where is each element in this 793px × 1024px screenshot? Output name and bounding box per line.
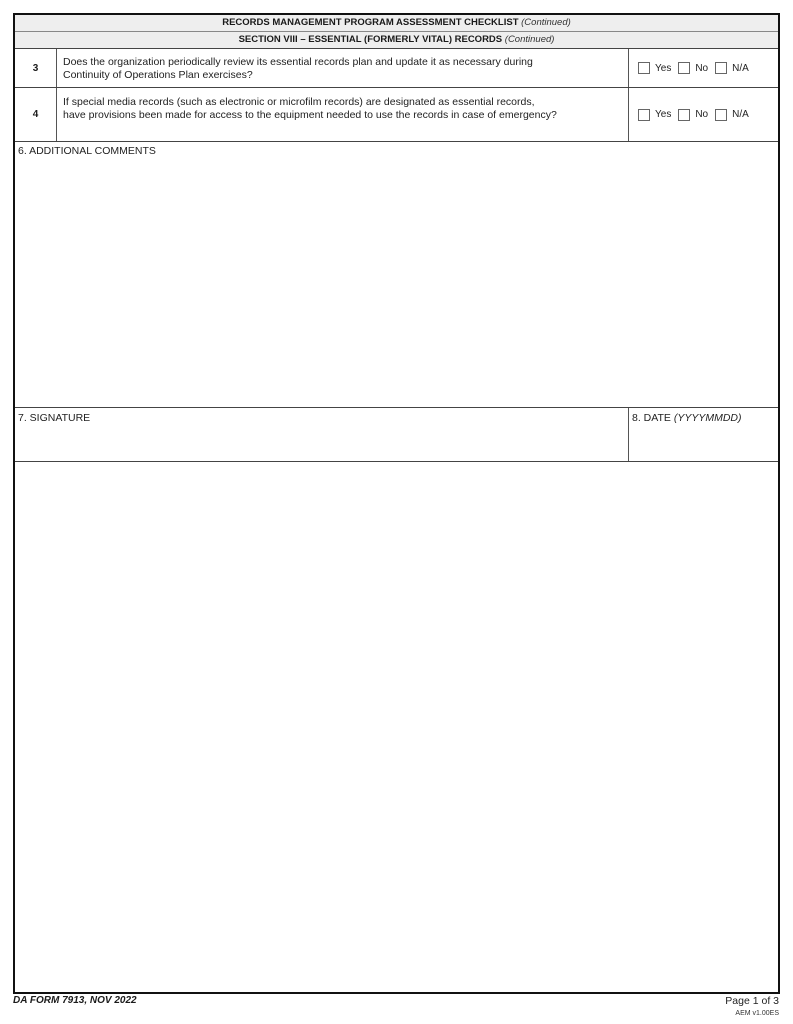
form-frame xyxy=(13,13,780,994)
question-text-line: have provisions been made for access to the equipment needed to use the records in case of emergency? xyxy=(63,109,557,121)
checkbox-box[interactable] xyxy=(638,109,650,121)
yes-checkbox[interactable] xyxy=(638,62,671,74)
date-cell xyxy=(628,408,779,461)
answer-options xyxy=(628,49,778,87)
option-label: N/A xyxy=(732,62,749,74)
question-text-line: Continuity of Operations Plan exercises? xyxy=(63,69,253,81)
version-label: AEM v1.00ES xyxy=(735,1010,779,1017)
question-text xyxy=(63,56,628,82)
section-title-suffix: (Continued) xyxy=(504,34,555,45)
option-label: No xyxy=(695,109,709,120)
option-label: No xyxy=(695,62,709,74)
date-label-text: 8. DATE xyxy=(632,412,671,424)
signature-date-row xyxy=(15,408,778,462)
na-checkbox[interactable] xyxy=(715,109,749,121)
date-label xyxy=(632,412,742,424)
no-checkbox[interactable] xyxy=(678,109,708,121)
form-title-bar xyxy=(15,15,778,32)
signature-field[interactable] xyxy=(18,428,627,458)
section-title: SECTION VIII – ESSENTIAL (FORMERLY VITAL) RECORDS xyxy=(238,34,503,45)
comments-label: 6. ADDITIONAL COMMENTS xyxy=(18,145,156,157)
form-id: DA FORM 7913, NOV 2022 xyxy=(13,995,137,1006)
question-row-3 xyxy=(15,49,778,88)
date-field[interactable] xyxy=(632,428,776,458)
checkbox-box[interactable] xyxy=(678,62,690,74)
question-row-4 xyxy=(15,88,778,142)
option-label: Yes xyxy=(655,62,672,74)
option-label: Yes xyxy=(655,109,672,120)
question-number: 3 xyxy=(15,49,57,87)
checkbox-box[interactable] xyxy=(715,62,727,74)
checkbox-box[interactable] xyxy=(638,62,650,74)
section-title-bar xyxy=(15,32,778,49)
checkbox-box[interactable] xyxy=(678,109,690,121)
yes-checkbox[interactable] xyxy=(638,109,671,121)
na-checkbox[interactable] xyxy=(715,62,749,74)
form-title-suffix: (Continued) xyxy=(521,17,571,28)
date-format-hint: (YYYYMMDD) xyxy=(673,412,742,424)
question-text-line: Does the organization periodically review its essential records plan and update it as necessary during xyxy=(63,56,533,68)
question-text xyxy=(63,96,628,122)
comments-textarea[interactable] xyxy=(18,160,777,407)
question-number: 4 xyxy=(15,88,57,141)
option-label: N/A xyxy=(732,109,749,120)
question-text-line: If special media records (such as electronic or microfilm records) are designated as essential records, xyxy=(63,96,535,108)
page-number: Page 1 of 3 xyxy=(725,995,779,1007)
comments-section xyxy=(15,142,778,408)
no-checkbox[interactable] xyxy=(678,62,708,74)
form-title: RECORDS MANAGEMENT PROGRAM ASSESSMENT CHECKLIST xyxy=(222,17,519,28)
answer-options xyxy=(628,88,778,141)
signature-label: 7. SIGNATURE xyxy=(18,412,91,424)
checkbox-box[interactable] xyxy=(715,109,727,121)
